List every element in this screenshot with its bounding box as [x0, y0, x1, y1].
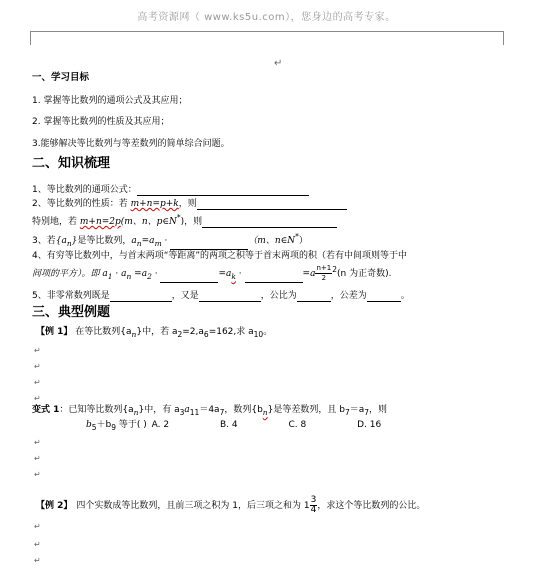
paragraph-mark: ↵ — [34, 394, 41, 403]
answer-blank — [297, 292, 331, 302]
return-mark: ↵ — [274, 58, 283, 69]
header-rule — [30, 31, 504, 32]
header-corner-right — [503, 31, 504, 45]
option-b: B. 4 — [220, 420, 238, 430]
paragraph-mark: ↵ — [34, 522, 41, 531]
goal-2: 2. 掌握等比数列的性质及其应用； — [32, 117, 170, 127]
variant-1: 变式 1：已知等比数列$\{a_n\}$中，有 $a_3a_{11}=4a_7$，数列$\{b_n\}$是等差数列，且 $b_7=a_7$，则 — [32, 405, 388, 417]
answer-blank — [202, 218, 337, 228]
example-2: 【例 2】 四个实数成等比数列，且前三项之积为 1，后三项之和为 1 $\frac{3}{4}$ ，求这个等比数列的公比。 — [36, 495, 426, 515]
paragraph-mark: ↵ — [34, 346, 41, 355]
answer-blank — [137, 186, 309, 196]
option-d: D. 16 — [357, 420, 382, 430]
section-3-title: 三、典型例题 — [32, 305, 111, 320]
paragraph-mark: ↵ — [34, 470, 41, 479]
option-c: C. 8 — [288, 420, 307, 430]
knowledge-4: 4、有穷等比数列中，与首末两项“等距离”的两项之积等于首末两项的积（若有中间项则等于中 — [32, 251, 408, 261]
answer-blank — [367, 292, 401, 302]
page-header: 高考资源网（ www.ks5u.com），您身边的高考专家。 — [137, 12, 396, 23]
answer-blank — [245, 273, 303, 283]
paragraph-mark: ↵ — [34, 438, 41, 447]
paragraph-mark: ↵ — [34, 556, 41, 565]
variant-1-options: $b_5+b_9$ 等于( ) A. 2 B. 4 C. 8 D. 16 — [86, 420, 382, 432]
goal-1: 1. 掌握等比数列的通项公式及其应用； — [32, 96, 188, 106]
header-corner-left — [30, 31, 31, 45]
knowledge-2: 2、等比数列的性质：若 m+n=p+k，则 — [32, 198, 347, 210]
knowledge-1: 1、等比数列的通项公式： — [32, 184, 309, 196]
knowledge-3: 3、若$\{a_n\}$是等比数列，$a_n=a_m \cdot (m$、n∈N*） — [32, 232, 308, 248]
option-a: A. 2 — [151, 420, 170, 430]
knowledge-5: 5、非零常数列既是 ，又是 ，公比为 ，公差为 。 — [32, 291, 410, 301]
answer-blank — [160, 273, 218, 283]
answer-blank — [170, 240, 248, 250]
example-1: 【例 1】 在等比数列$\{a_n\}$中，若 $a_2=2,a_6=162$,求 $a_{10}$。 — [36, 327, 273, 339]
mixed-fraction: $\frac{3}{4}$ — [310, 495, 317, 515]
section-1-title: 一、学习目标 — [32, 72, 90, 83]
paragraph-mark: ↵ — [34, 378, 41, 387]
paragraph-mark: ↵ — [34, 362, 41, 371]
answer-blank — [197, 200, 347, 210]
subscript-fraction: $\frac{n+1}{2}$ — [316, 264, 332, 282]
knowledge-2-special: 特别地，若 m+n=2p(m、n、p∈N*)，则 — [32, 212, 337, 228]
goal-3: 3.能够解决等比数列与等差数列的简单综合问题。 — [32, 139, 230, 149]
paragraph-mark: ↵ — [34, 454, 41, 463]
section-2-title: 二、知识梳理 — [32, 156, 111, 171]
answer-blank — [110, 292, 172, 302]
knowledge-4-cont: 间项的平方）。即 $a_1 \cdot a_n =a_2 \cdot =a_k \cdot =a$ $\frac{n+1}{2}$ $^2$(n 为正奇数). — [32, 264, 392, 282]
paragraph-mark: ↵ — [34, 540, 41, 549]
answer-blank — [199, 292, 261, 302]
